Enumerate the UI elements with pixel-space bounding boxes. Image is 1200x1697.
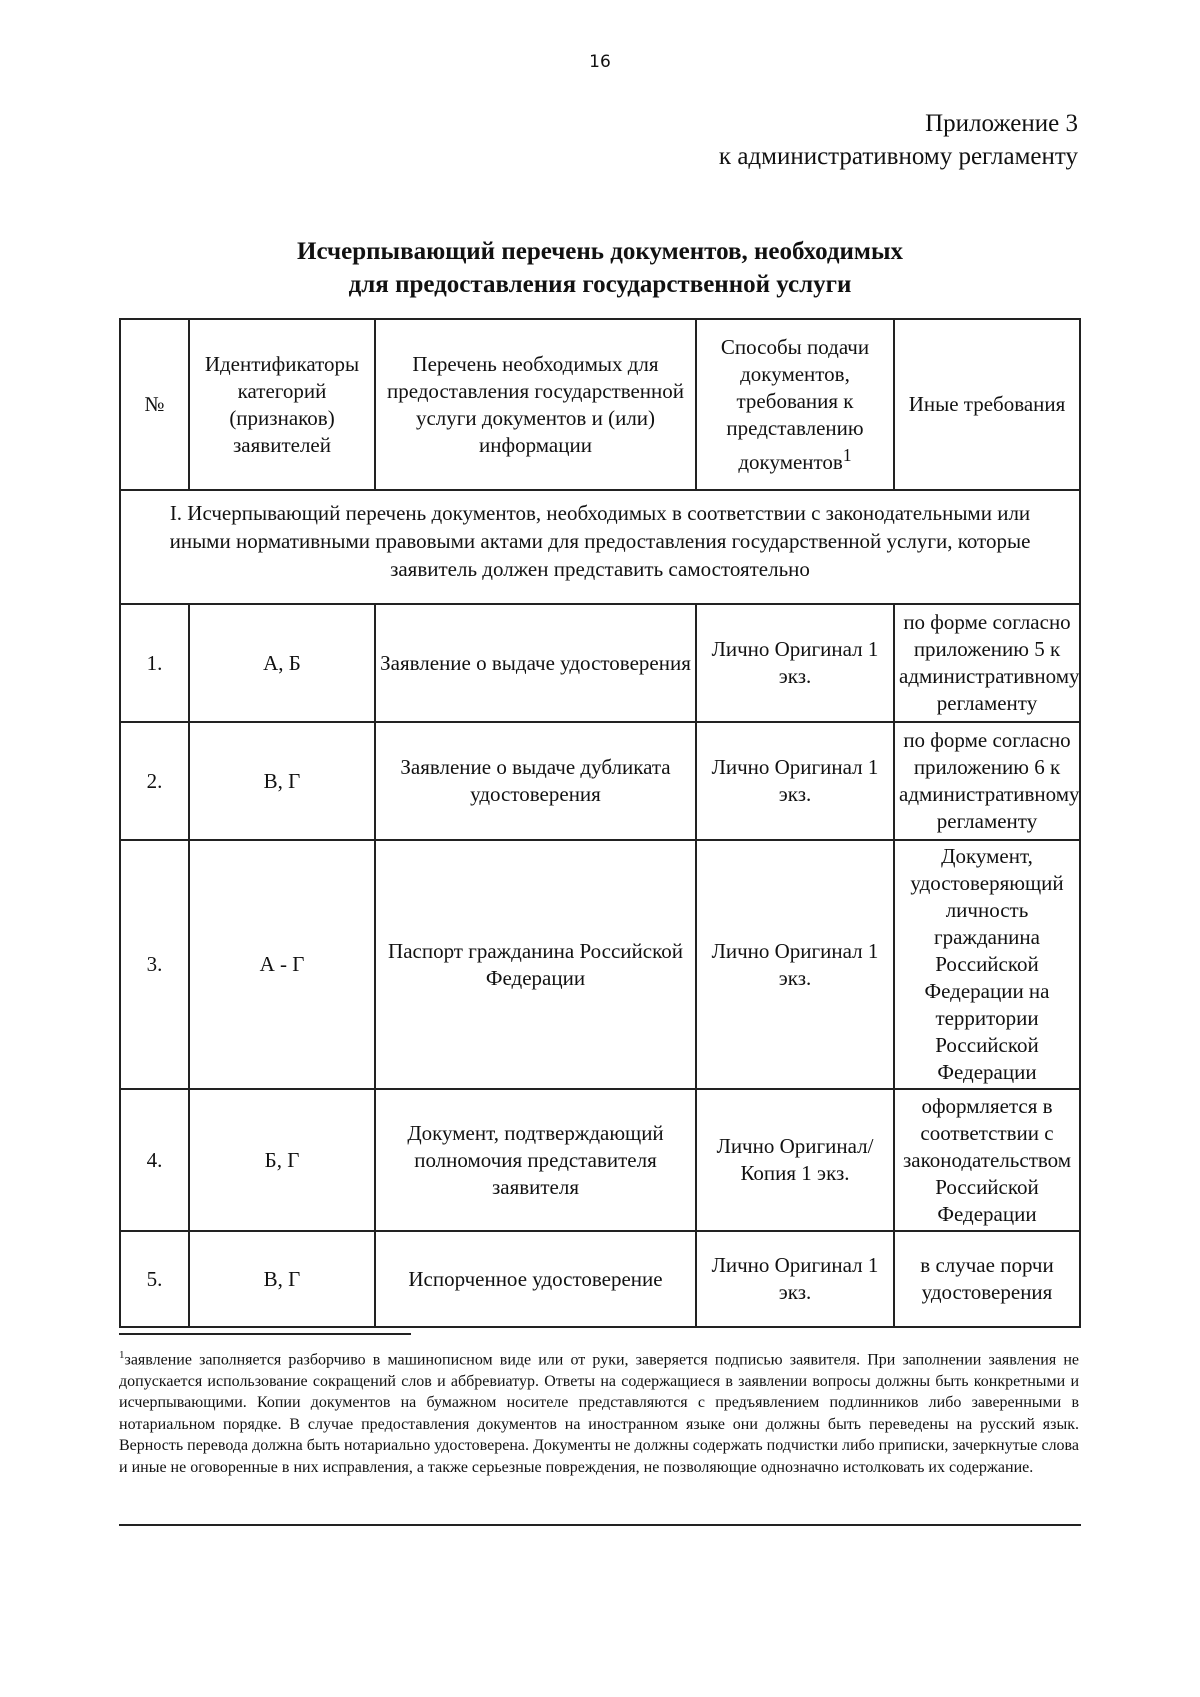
header-other-requirements: Иные требования: [894, 319, 1080, 490]
row-other: по форме согласно приложению 5 к административному регламенту: [894, 604, 1080, 722]
row-method: Лично Оригинал 1 экз.: [696, 1231, 894, 1327]
row-number: 1.: [120, 604, 189, 722]
row-applicants: А - Г: [189, 840, 375, 1089]
footnote-text: заявление заполняется разборчиво в машинописном виде или от руки, заверяется подписью заявителя. При заполнении заявления не допускается использование сокращений слов и аббревиатур. Ответы на содержащиеся в заявлении вопросы должны быть конкретными и исчерпывающими. Копии документов на бумажном носителе представляются с предъявлением подлинников либо заверенными в нотариальном порядке. В случае предоставления документов на иностранном языке они должны быть переведены на русский язык. Верность перевода должна быть нотариально удостоверена. Документы не должны содержать подчистки либо приписки, зачеркнутые слова и иные не оговоренные в них исправления, а также серьезные повреждения, не позволяющие однозначно истолковать их содержание.: [119, 1351, 1079, 1476]
section-title: I. Исчерпывающий перечень документов, необходимых в соответствии с законодательными или иными нормативными правовыми актами для предоставления государственной услуги, которые заявитель должен представить самостоятельно: [120, 490, 1080, 604]
header-applicant-categories: Идентификаторы категорий (признаков) заявителей: [189, 319, 375, 490]
bottom-rule: [119, 1524, 1081, 1526]
row-other: оформляется в соответствии с законодательством Российской Федерации: [894, 1089, 1080, 1231]
documents-table: [119, 318, 1081, 1328]
table-row: [120, 1231, 1080, 1327]
row-applicants: В, Г: [189, 722, 375, 840]
header-documents-list: Перечень необходимых для предоставления государственной услуги документов и (или) информации: [375, 319, 696, 490]
header-submission-methods: [696, 319, 894, 490]
table-header-row: [120, 319, 1080, 490]
row-method: Лично Оригинал 1 экз.: [696, 722, 894, 840]
table-row: [120, 840, 1080, 1089]
footnote-separator: [119, 1333, 411, 1335]
table-row: [120, 1089, 1080, 1231]
footnote-mark: 1: [119, 1349, 125, 1361]
header-submission-methods-text: Способы подачи документов, требования к представлению документов: [720, 334, 870, 474]
header-number: №: [120, 319, 189, 490]
row-document: Документ, подтверждающий полномочия представителя заявителя: [375, 1089, 696, 1231]
appendix-line-1: Приложение 3: [925, 110, 1078, 137]
row-applicants: В, Г: [189, 1231, 375, 1327]
row-other: Документ, удостоверяющий личность гражданина Российской Федерации на территории Российской Федерации: [894, 840, 1080, 1089]
document-title-line-1: Исчерпывающий перечень документов, необходимых: [297, 238, 903, 265]
row-other: по форме согласно приложению 6 к административному регламенту: [894, 722, 1080, 840]
appendix-line-2: к административному регламенту: [718, 143, 1078, 170]
row-number: 5.: [120, 1231, 189, 1327]
section-row: [120, 490, 1080, 604]
header-footnote-mark: 1: [842, 444, 852, 465]
page-number: 16: [589, 52, 611, 72]
row-document: Паспорт гражданина Российской Федерации: [375, 840, 696, 1089]
row-method: Лично Оригинал 1 экз.: [696, 840, 894, 1089]
table-row: [120, 604, 1080, 722]
document-title: [0, 235, 1200, 301]
table-row: [120, 722, 1080, 840]
row-document: Заявление о выдаче удостоверения: [375, 604, 696, 722]
row-method: Лично Оригинал/ Копия 1 экз.: [696, 1089, 894, 1231]
row-applicants: А, Б: [189, 604, 375, 722]
row-document: Испорченное удостоверение: [375, 1231, 696, 1327]
footnote: [119, 1345, 1079, 1478]
document-title-line-2: для предоставления государственной услуги: [348, 271, 852, 298]
row-method: Лично Оригинал 1 экз.: [696, 604, 894, 722]
row-other: в случае порчи удостоверения: [894, 1231, 1080, 1327]
row-number: 3.: [120, 840, 189, 1089]
row-number: 4.: [120, 1089, 189, 1231]
row-document: Заявление о выдаче дубликата удостоверения: [375, 722, 696, 840]
row-number: 2.: [120, 722, 189, 840]
appendix-heading: [719, 107, 1078, 173]
row-applicants: Б, Г: [189, 1089, 375, 1231]
